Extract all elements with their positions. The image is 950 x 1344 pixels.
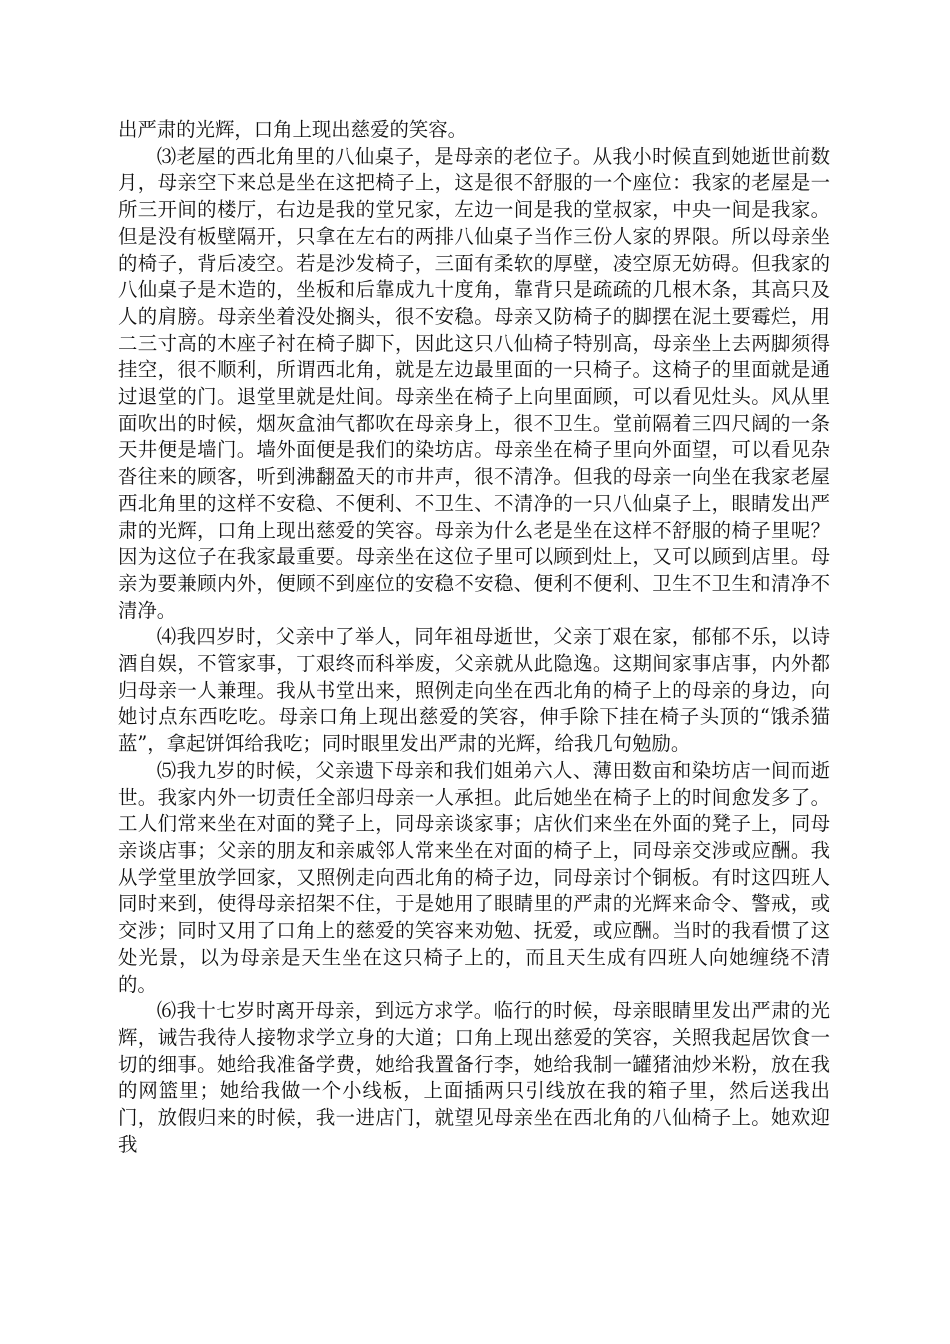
paragraph-4: ⑷我四岁时，父亲中了举人，同年祖母逝世，父亲丁艰在家，郁郁不乐，以诗酒自娱，不管家事，丁艰终而科举废，父亲就从此隐逸。这期间家事店事，内外都归母亲一人兼理。我从书堂出来，照例走向坐在西北角的椅子上的母亲的身边，向她讨点东西吃吃。母亲口角上现出慈爱的笑容，伸手除下挂在椅子头顶的“饿杀猫蓝”，拿起饼饵给我吃；同时眼里发出严肃的光辉，给我几句勉励。 bbox=[118, 625, 830, 756]
paragraph-3: ⑶老屋的西北角里的八仙桌子，是母亲的老位子。从我小时候直到她逝世前数月，母亲空下来总是坐在这把椅子上，这是很不舒服的一个座位：我家的老屋是一所三开间的楼厅，右边是我的堂兄家，左边一间是我的堂叔家，中央一间是我家。但是没有板壁隔开，只拿在左右的两排八仙桌子当作三份人家的界限。所以母亲坐的椅子，背后凌空。若是沙发椅子，三面有柔软的厚壁，凌空原无妨碍。但我家的八仙桌子是木造的，坐板和后靠成九十度角，靠背只是疏疏的几根木条，其高只及人的肩膀。母亲坐着没处搁头，很不安稳。母亲又防椅子的脚摆在泥土要霉烂，用二三寸高的木座子衬在椅子脚下，因此这只八仙椅子特别高，母亲坐上去两脚须得挂空，很不顺利，所谓西北角，就是左边最里面的一只椅子。这椅子的里面就是通过退堂的门。退堂里就是灶间。母亲坐在椅子上向里面顾，可以看见灶头。风从里面吹出的时候，烟灰盒油气都吹在母亲身上，很不卫生。堂前隔着三四尺阔的一条天井便是墙门。墙外面便是我们的染坊店。母亲坐在椅子里向外面望，可以看见杂沓往来的顾客，听到沸翻盈天的市井声，很不清净。但我的母亲一向坐在我家老屋西北角里的这样不安稳、不便利、不卫生、不清净的一只八仙桌子上，眼睛发出严肃的光辉，口角上现出慈爱的笑容。母亲为什么老是坐在这样不舒服的椅子里呢？因为这位子在我家最重要。母亲坐在这位子里可以顾到灶上，又可以顾到店里。母亲为要兼顾内外，便顾不到座位的安稳不安稳、便利不便利、卫生不卫生和清净不清净。 bbox=[118, 144, 830, 622]
paragraph-6: ⑹我十七岁时离开母亲，到远方求学。临行的时候，母亲眼睛里发出严肃的光辉，诫告我待人接物求学立身的大道；口角上现出慈爱的笑容，关照我起居饮食一切的细事。她给我准备学费，她给我置备行李，她给我制一罐猪油炒米粉，放在我的网篮里；她给我做一个小线板，上面插两只引线放在我的箱子里，然后送我出门，放假归来的时候，我一进店门，就望见母亲坐在西北角的八仙椅子上。她欢迎我 bbox=[118, 999, 830, 1156]
paragraph-5: ⑸我九岁的时候，父亲遗下母亲和我们姐弟六人、薄田数亩和染坊店一间而逝世。我家内外一切责任全部归母亲一人承担。此后她坐在椅子上的时间愈发多了。工人们常来坐在对面的凳子上，同母亲谈家事；店伙们来坐在外面的凳子上，同母亲谈店事；父亲的朋友和亲戚邻人常来坐在对面的椅子上，同母亲交涉或应酬。我从学堂里放学回家，又照例走向西北角的椅子边，同母亲讨个铜板。有时这四班人同时来到，使得母亲招架不住，于是她用了眼睛里的严肃的光辉来命令、警戒，或交涉；同时又用了口角上的慈爱的笑容来劝勉、抚爱，或应酬。当时的我看惯了这处光景，以为母亲是天生坐在这只椅子上的，而且天生成有四班人向她缠绕不清的。 bbox=[118, 758, 830, 996]
paragraph-continuation: 出严肃的光辉，口角上现出慈爱的笑容。 bbox=[118, 118, 468, 141]
document-page bbox=[118, 117, 830, 1158]
